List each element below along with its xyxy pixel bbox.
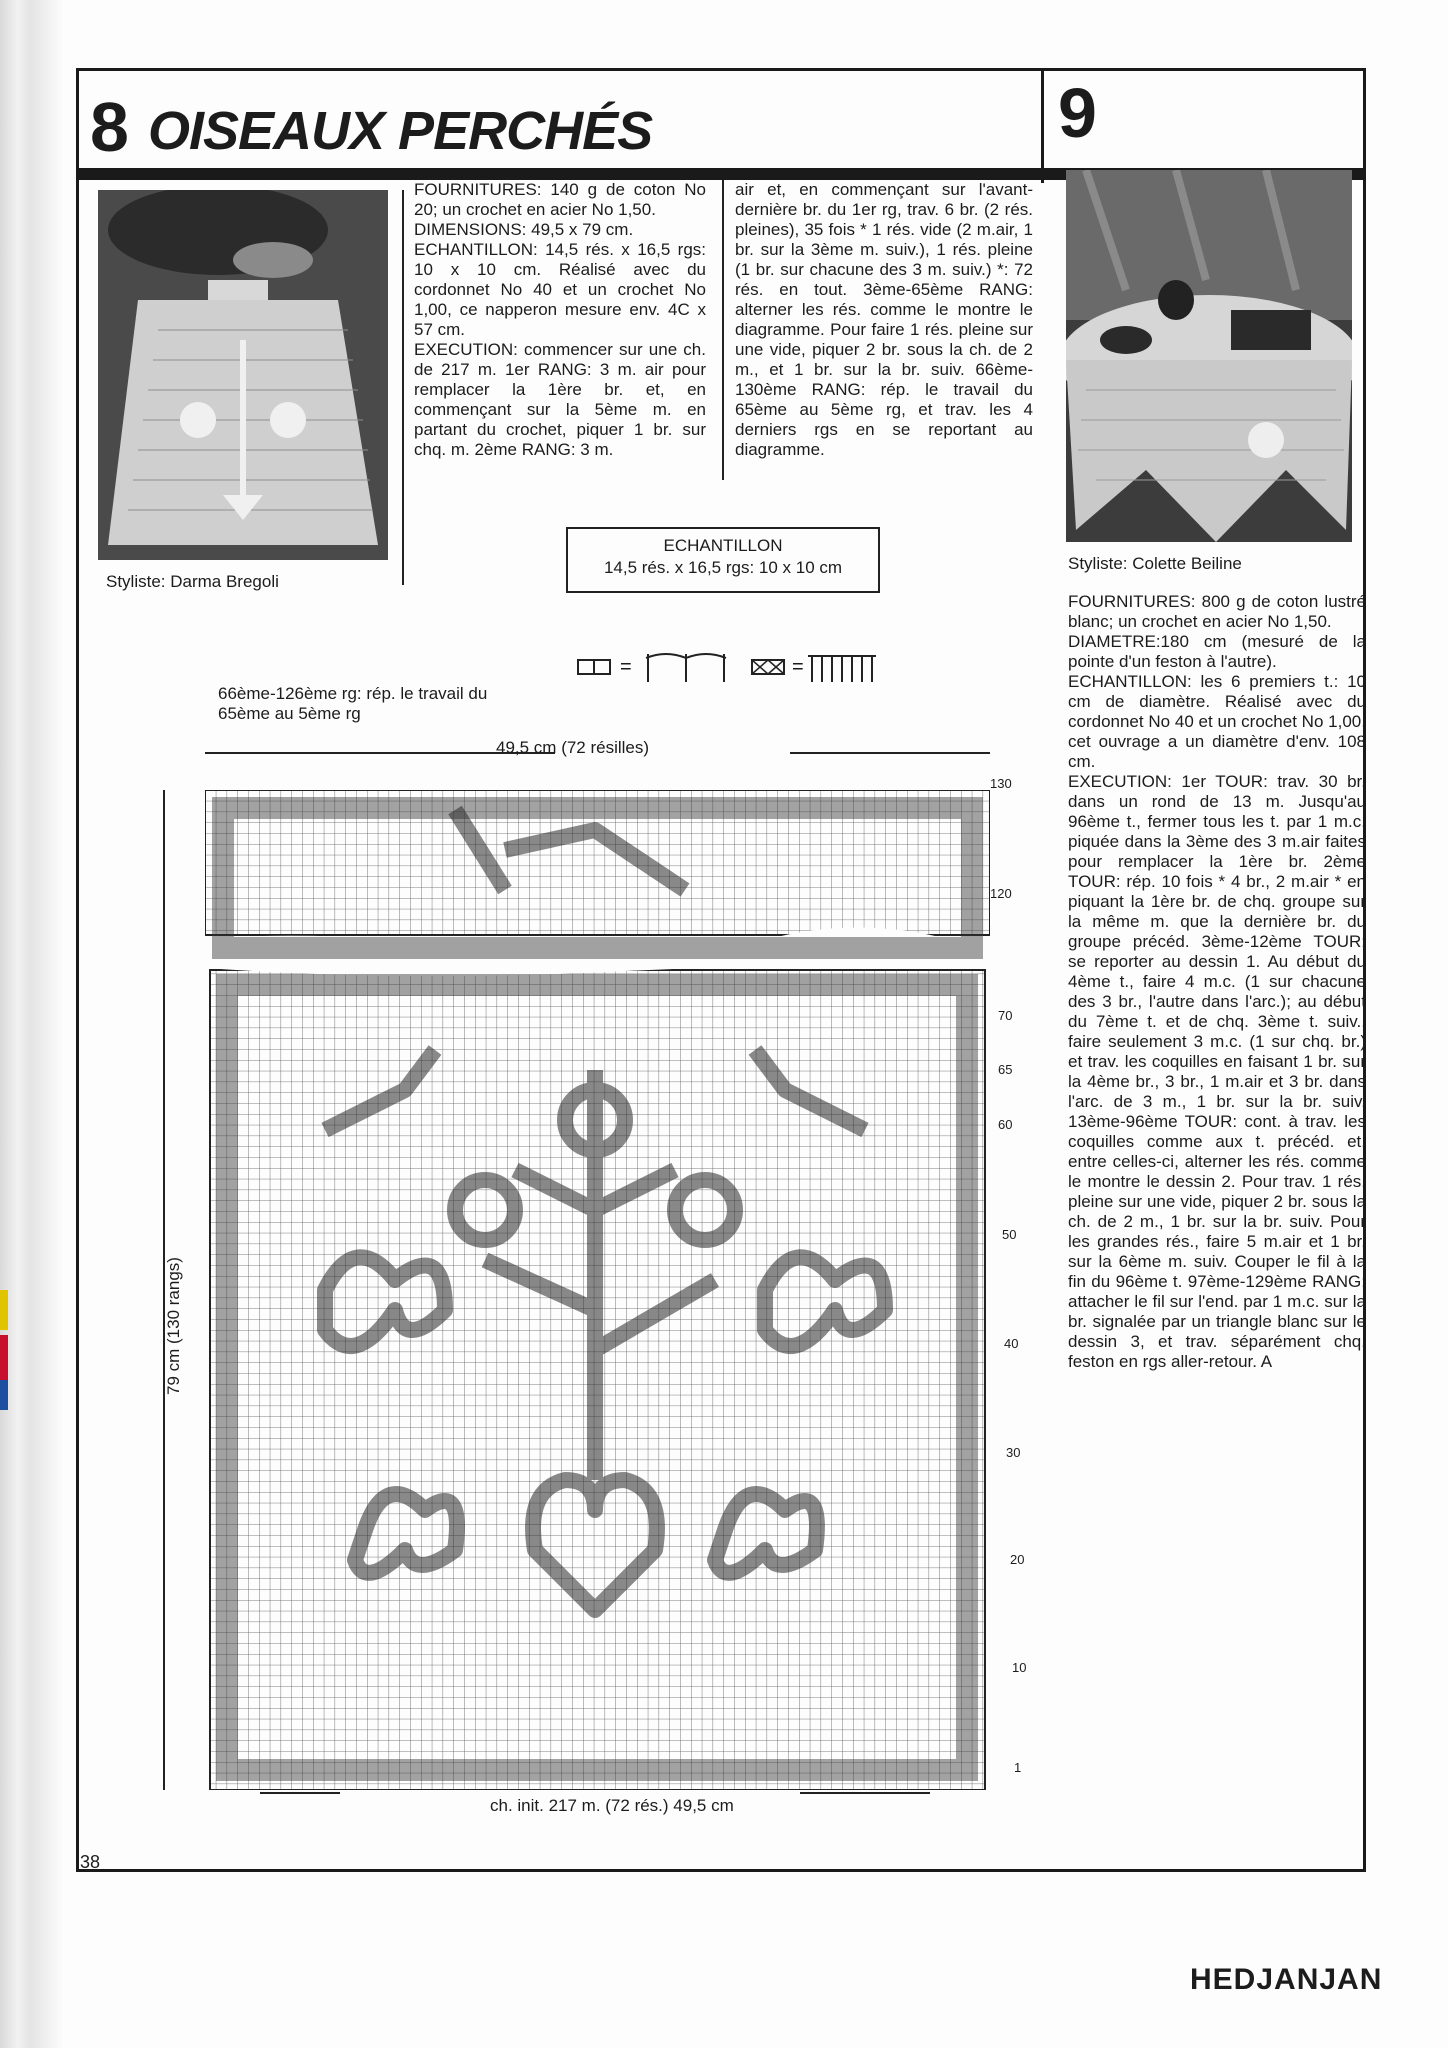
binding-edge	[0, 0, 62, 2048]
watermark: HEDJANJAN	[1190, 1963, 1383, 1996]
pattern-8-text-col1	[414, 180, 706, 460]
spine-red-mark	[0, 1335, 8, 1380]
diameter-9: DIAMETRE:180 cm (mesuré de la pointe d'un feston à l'autre).	[1068, 632, 1366, 671]
gauge-9: ECHANTILLON: les 6 premiers t.: 10 cm de diamètre. Réalisé avec du cordonnet No 40 et un crochet No 1,00, cet ouvrage a un diamètre d'env. 108 cm.	[1068, 672, 1366, 771]
pattern-8-number: 8	[90, 88, 129, 166]
repeat-note: 66ème-126ème rg: rép. le travail du 65ème au 5ème rg	[218, 684, 488, 723]
pattern-8-text-col2: air et, en commençant sur l'avant-dernière br. du 1er rg, trav. 6 br. (2 rés. pleines), 35 fois * 1 rés. vide (2 m.air, 1 br. sur la 3ème m. suiv.), 1 rés. pleine (1 br. sur chacune des 3 m. suiv.) *: 72 rés. en tout. 3ème-65ème RANG: alterner les rés. comme le montre le diagramme. Pour faire 1 rés. pleine sur une vide, piquer 2 br. sous la ch. de 2 m., et 1 br. sur la br. suiv. 66ème-130ème RANG: rép. le travail du 65ème au 5ème rg, et trav. les 4 derniers rgs en se reportant au diagramme.	[735, 180, 1033, 459]
row-tick-120: 120	[990, 886, 1012, 901]
pattern-9-text	[1068, 592, 1366, 1372]
bottom-dim-line-right	[800, 1792, 930, 1794]
pattern-8-title: OISEAUX PERCHÉS	[148, 101, 653, 161]
filet-chart	[205, 790, 990, 1790]
width-label: 49,5 cm (72 résilles)	[496, 738, 650, 757]
bottom-label: ch. init. 217 m. (72 rés.) 49,5 cm	[490, 1796, 734, 1815]
gauge-box-text: 14,5 rés. x 16,5 rgs: 10 x 10 cm	[603, 558, 843, 577]
execution-9: EXECUTION: 1er TOUR: trav. 30 br. dans un rond de 13 m. Jusqu'au 96ème t., fermer tous les t. par 1 m.c. piquée dans la 3ème des 3 m.air faites pour remplacer la 1ère br. 2ème TOUR: rép. 10 fois * 4 br., 2 m.air * en piquant la 1ère br. de chq. groupe sur la même m. que la dernière br. du groupe précéd. 3ème-12ème TOUR: se reporter au dessin 1. Au début du 4ème t., faire 4 m.c. (1 sur chacune des 3 br., l'autre dans l'arc.); au début du 7ème t. et de chq. 3ème t. suiv., faire seulement 3 m.c. (1 sur chq. br.) et trav. les coquilles en faisant 1 br. sur la 4ème br., 3 br., 1 m.air et 3 br. dans l'arc. de 3 m., 1 br. sur la br. suiv. 13ème-96ème TOUR: cont. à trav. les coquilles comme aux t. précéd. et, entre celles-ci, alterner les rés. comme le montre le dessin 2. Pour trav. 1 rés. pleine sur une vide, piquer 2 br. sous la ch. de 2 m., 1 br. sur la br. suiv. Pour les grandes rés., faire 5 m.air et 1 br. sur la 6ème m. suiv. Couper le fil à la fin du 96ème t. 97ème-129ème RANG: attacher le fil sur l'end. par 1 m.c. sur la br. signalée par un triangle blanc sur le dessin 3, et trav. séparément chq. feston en rgs aller-retour. A	[1068, 772, 1366, 1371]
row-tick-10: 10	[1012, 1660, 1027, 1675]
stylist-8: Styliste: Darma Bregoli	[106, 572, 279, 591]
spine-yellow-mark	[0, 1290, 8, 1330]
pattern-9-number: 9	[1058, 74, 1097, 152]
row-tick-65: 65	[998, 1062, 1013, 1077]
supplies-8: FOURNITURES: 140 g de coton No 20; un crochet en acier No 1,50.	[414, 180, 706, 219]
column-divider	[402, 190, 404, 585]
height-label: 79 cm (130 rangs)	[164, 1257, 183, 1395]
spine-blue-mark	[0, 1380, 8, 1410]
bottom-dim-line-left	[260, 1792, 340, 1794]
stitch-legend	[576, 648, 906, 688]
gauge-box-title: ECHANTILLON	[663, 536, 783, 555]
gauge-8: ECHANTILLON: 14,5 rés. x 16,5 rgs: 10 x 10 cm. Réalisé avec du cordonnet No 40 et un crochet No 1,00, ce napperon mesure env. 4C x 57 cm.	[414, 240, 706, 339]
tablecloth-photo	[1066, 170, 1352, 542]
width-dim-line-right	[790, 752, 990, 754]
legend-eq-2: =	[792, 656, 804, 678]
execution-8: EXECUTION: commencer sur une ch. de 217 m. 1er RANG: 3 m. air pour remplacer la 1ère br. et, en commençant sur la 5ème m. en partant du crochet, piquer 1 br. sur chq. m. 2ème RANG: 3 m.	[414, 340, 706, 459]
dimensions-8: DIMENSIONS: 49,5 x 79 cm.	[414, 220, 634, 239]
gauge-box	[566, 527, 880, 593]
filet-chart-svg	[205, 790, 990, 1790]
row-tick-20: 20	[1010, 1552, 1025, 1567]
row-tick-130: 130	[990, 776, 1012, 791]
row-tick-40: 40	[1004, 1336, 1019, 1351]
stylist-9: Styliste: Colette Beiline	[1068, 554, 1242, 573]
row-tick-50: 50	[1002, 1227, 1017, 1242]
row-tick-1: 1	[1014, 1760, 1022, 1775]
legend-eq-1: =	[620, 656, 632, 678]
row-tick-30: 30	[1006, 1445, 1021, 1460]
column-divider	[722, 180, 724, 480]
supplies-9: FOURNITURES: 800 g de coton lustré blanc; un crochet en acier No 1,50.	[1068, 592, 1366, 631]
header-separator	[1041, 68, 1044, 183]
row-tick-60: 60	[998, 1117, 1013, 1132]
page-number: 38	[80, 1852, 101, 1872]
table-runner-photo	[98, 190, 388, 560]
row-tick-70: 70	[998, 1008, 1013, 1023]
